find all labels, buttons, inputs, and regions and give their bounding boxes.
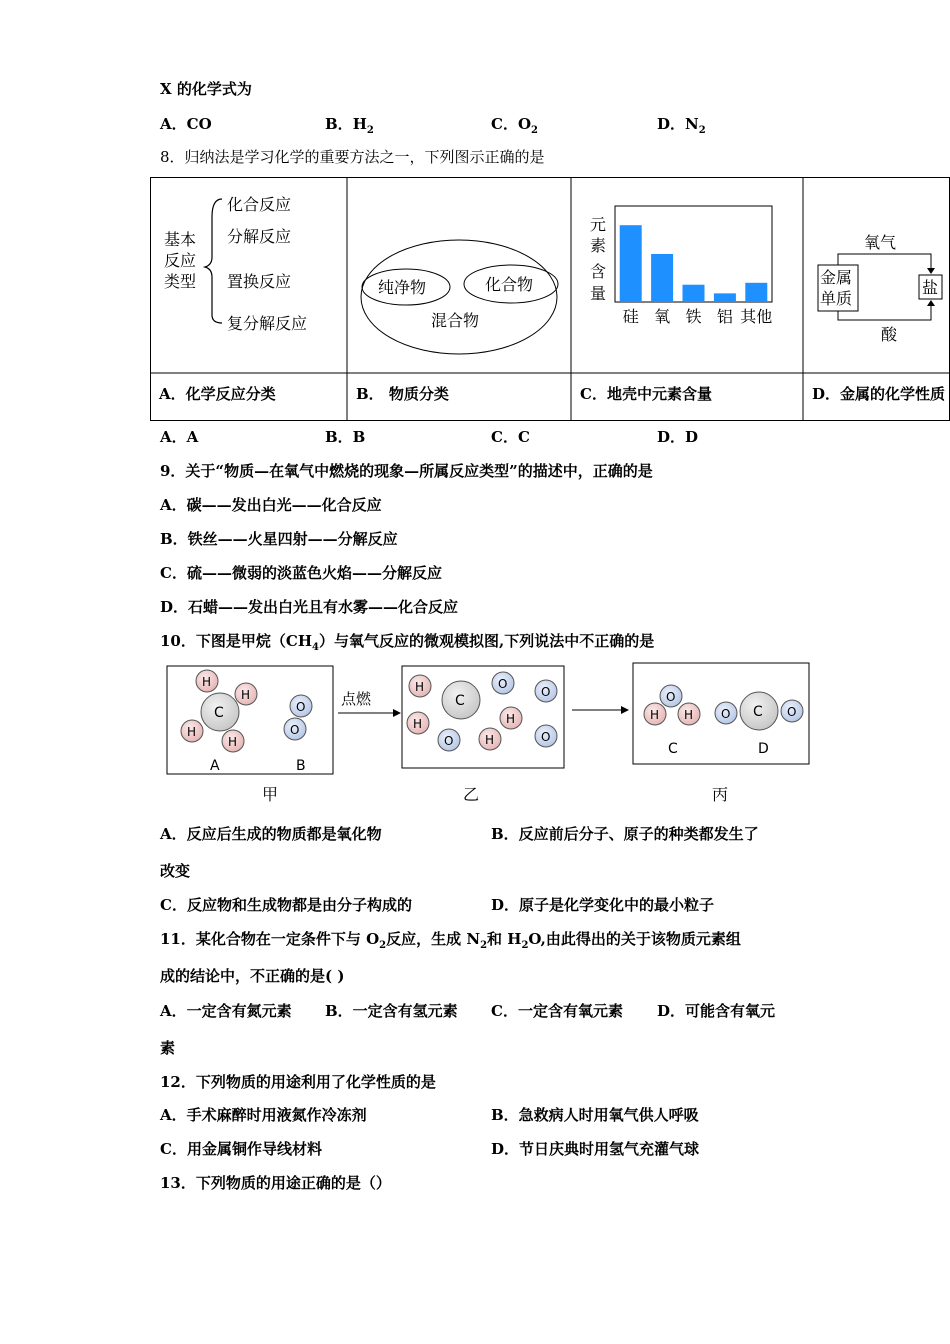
panel-a-left-label-2: 反应 [164,251,197,270]
svg-text:H: H [413,717,423,731]
panel-d-right: 盐 [922,278,939,297]
panel-c-ylabel-3: 含 [590,262,607,281]
bar-4 [714,293,736,302]
q11-option-d-cont: 素 [160,1039,176,1057]
q10-option-d: D．原子是化学变化中的最小粒子 [491,896,715,914]
q8-answer-b: B．B [325,428,366,446]
q12-stem: 12．下列物质的用途利用了化学性质的是 [160,1073,436,1091]
svg-text:O: O [444,734,454,748]
q7-option-d: D．$N_2$ [657,115,706,136]
panel-c-chart [590,206,772,326]
panel-c-caption: C．地壳中元素含量 [580,385,712,403]
svg-text:H: H [650,708,660,722]
svg-text:O: O [787,705,797,719]
panel-d-diagram [818,233,942,344]
panel-c-ylabel-2: 素 [590,236,607,255]
panel-b-outer: 混合物 [431,311,480,330]
bar-2 [651,254,673,302]
svg-text:O: O [498,677,508,691]
panel-d-left-2: 单质 [820,289,853,308]
svg-text:O: O [721,707,731,721]
panel-b-inner-left: 纯净物 [378,278,427,297]
q12-option-a: A．手术麻醉时用液氮作冷冻剂 [160,1106,367,1124]
q7-option-b: B．$H_2$ [325,115,374,136]
panel-b-caption: B． 物质分类 [356,385,449,403]
svg-text:O: O [666,690,676,704]
q8-answer-a: A．A [160,428,199,446]
q12-option-d: D．节日庆典时用氢气充灌气球 [491,1140,700,1158]
caption-jia: 甲 [262,785,279,804]
panel-a-item-1: 化合反应 [227,195,292,214]
panel-d-top: 氧气 [864,233,897,252]
bar-1 [620,225,642,302]
panel-a-caption: A．化学反应分类 [159,385,276,403]
panel-a-left-label-3: 类型 [164,272,197,291]
q10-option-b: B．反应前后分子、原子的种类都发生了 [491,825,759,843]
q11-stem: 11．某化合物在一定条件下与 $O_2$反应，生成 $N_2$和 $H_2O$,由此得出的关于该物质元素组 [160,930,741,951]
bar-3 [683,285,705,302]
oxygen-molecule [284,695,312,740]
bar-label-1: 硅 [622,307,639,326]
q8-answer-c: C．C [491,428,530,446]
bar-5 [745,283,767,302]
q11-option-c: C．一定含有氧元素 [491,1002,623,1020]
arrow-label: 点燃 [341,690,372,708]
svg-text:O: O [290,723,300,737]
caption-yi: 乙 [463,785,480,804]
q10-option-a: A．反应后生成的物质都是氧化物 [160,825,382,843]
q11-option-a: A．一定含有氮元素 [160,1002,292,1020]
svg-text:H: H [202,675,212,689]
label-a: A [210,758,220,774]
panel-d-bottom: 酸 [881,325,898,344]
panel-c-ylabel-1: 元 [590,215,607,234]
bar-label-2: 氧 [654,307,671,326]
q13-stem: 13．下列物质的用途正确的是（） [160,1174,391,1192]
q8-stem: 8．归纳法是学习化学的重要方法之一，下列图示正确的是 [160,148,545,166]
outer-ellipse [361,240,557,354]
svg-text:C: C [455,693,465,709]
svg-text:H: H [485,733,495,747]
panel-a-diagram [164,195,307,333]
bar-label-3: 铁 [685,307,702,326]
svg-text:H: H [187,725,197,739]
q9-stem: 9．关于“物质—在氧气中燃烧的现象—所属反应类型”的描述中，正确的是 [160,462,653,480]
svg-text:O: O [541,730,551,744]
svg-text:O: O [541,685,551,699]
panel-b-inner-right: 化合物 [485,275,534,294]
q8-answer-d: D．D [657,428,699,446]
q9-option-c: C．硫——微弱的淡蓝色火焰——分解反应 [160,564,442,582]
svg-text:H: H [241,688,251,702]
water-molecule [644,685,700,725]
svg-text:H: H [684,708,694,722]
panel-a-item-4: 复分解反应 [227,314,308,333]
panel-a-item-3: 置换反应 [227,272,292,291]
carbon-dioxide-molecule [715,692,803,730]
q10-option-c: C．反应物和生成物都是由分子构成的 [160,896,412,914]
q11-option-b: B．一定含有氢元素 [325,1002,458,1020]
label-c: C [668,741,678,757]
q11-option-d: D．可能含有氧元 [657,1002,776,1020]
bar-label-4: 铝 [716,307,733,326]
q11-stem-line2: 成的结论中，不正确的是( ) [160,967,345,985]
caption-bing: 丙 [712,785,729,804]
q9-option-b: B．铁丝——火星四射——分解反应 [160,530,398,548]
q12-option-b: B．急救病人时用氧气供人呼吸 [491,1106,699,1124]
svg-text:C: C [753,704,763,720]
brace [205,199,222,323]
q7-stem-tail: X 的化学式为 [160,80,252,98]
panel-c-ylabel-4: 量 [590,284,607,303]
label-b: B [296,758,306,774]
label-d: D [758,741,769,757]
q12-option-c: C．用金属铜作导线材料 [160,1140,322,1158]
q7-option-c: C．$O_2$ [491,115,538,136]
q7-option-a: A．CO [160,115,212,133]
bar-label-5: 其他 [740,307,773,326]
svg-text:H: H [228,735,238,749]
svg-text:H: H [506,712,516,726]
panel-d-left-1: 金属 [820,268,853,287]
q10-stem: 10．下图是甲烷$(CH_4)$与氧气反应的微观模拟图,下列说法中不正确的是 [160,632,655,653]
q10-option-b-cont: 改变 [160,862,191,880]
panel-d-caption: D．金属的化学性质 [812,385,946,403]
q9-option-d: D．石蜡——发出白光且有水雾——化合反应 [160,598,459,616]
panel-a-item-2: 分解反应 [227,227,292,246]
panel-b-diagram [361,240,558,354]
q9-option-a: A．碳——发出白光——化合反应 [160,496,382,514]
methane-molecule [181,670,257,752]
svg-text:O: O [296,700,306,714]
panel-a-left-label-1: 基本 [164,230,197,249]
svg-text:C: C [214,705,224,721]
svg-text:H: H [415,680,425,694]
